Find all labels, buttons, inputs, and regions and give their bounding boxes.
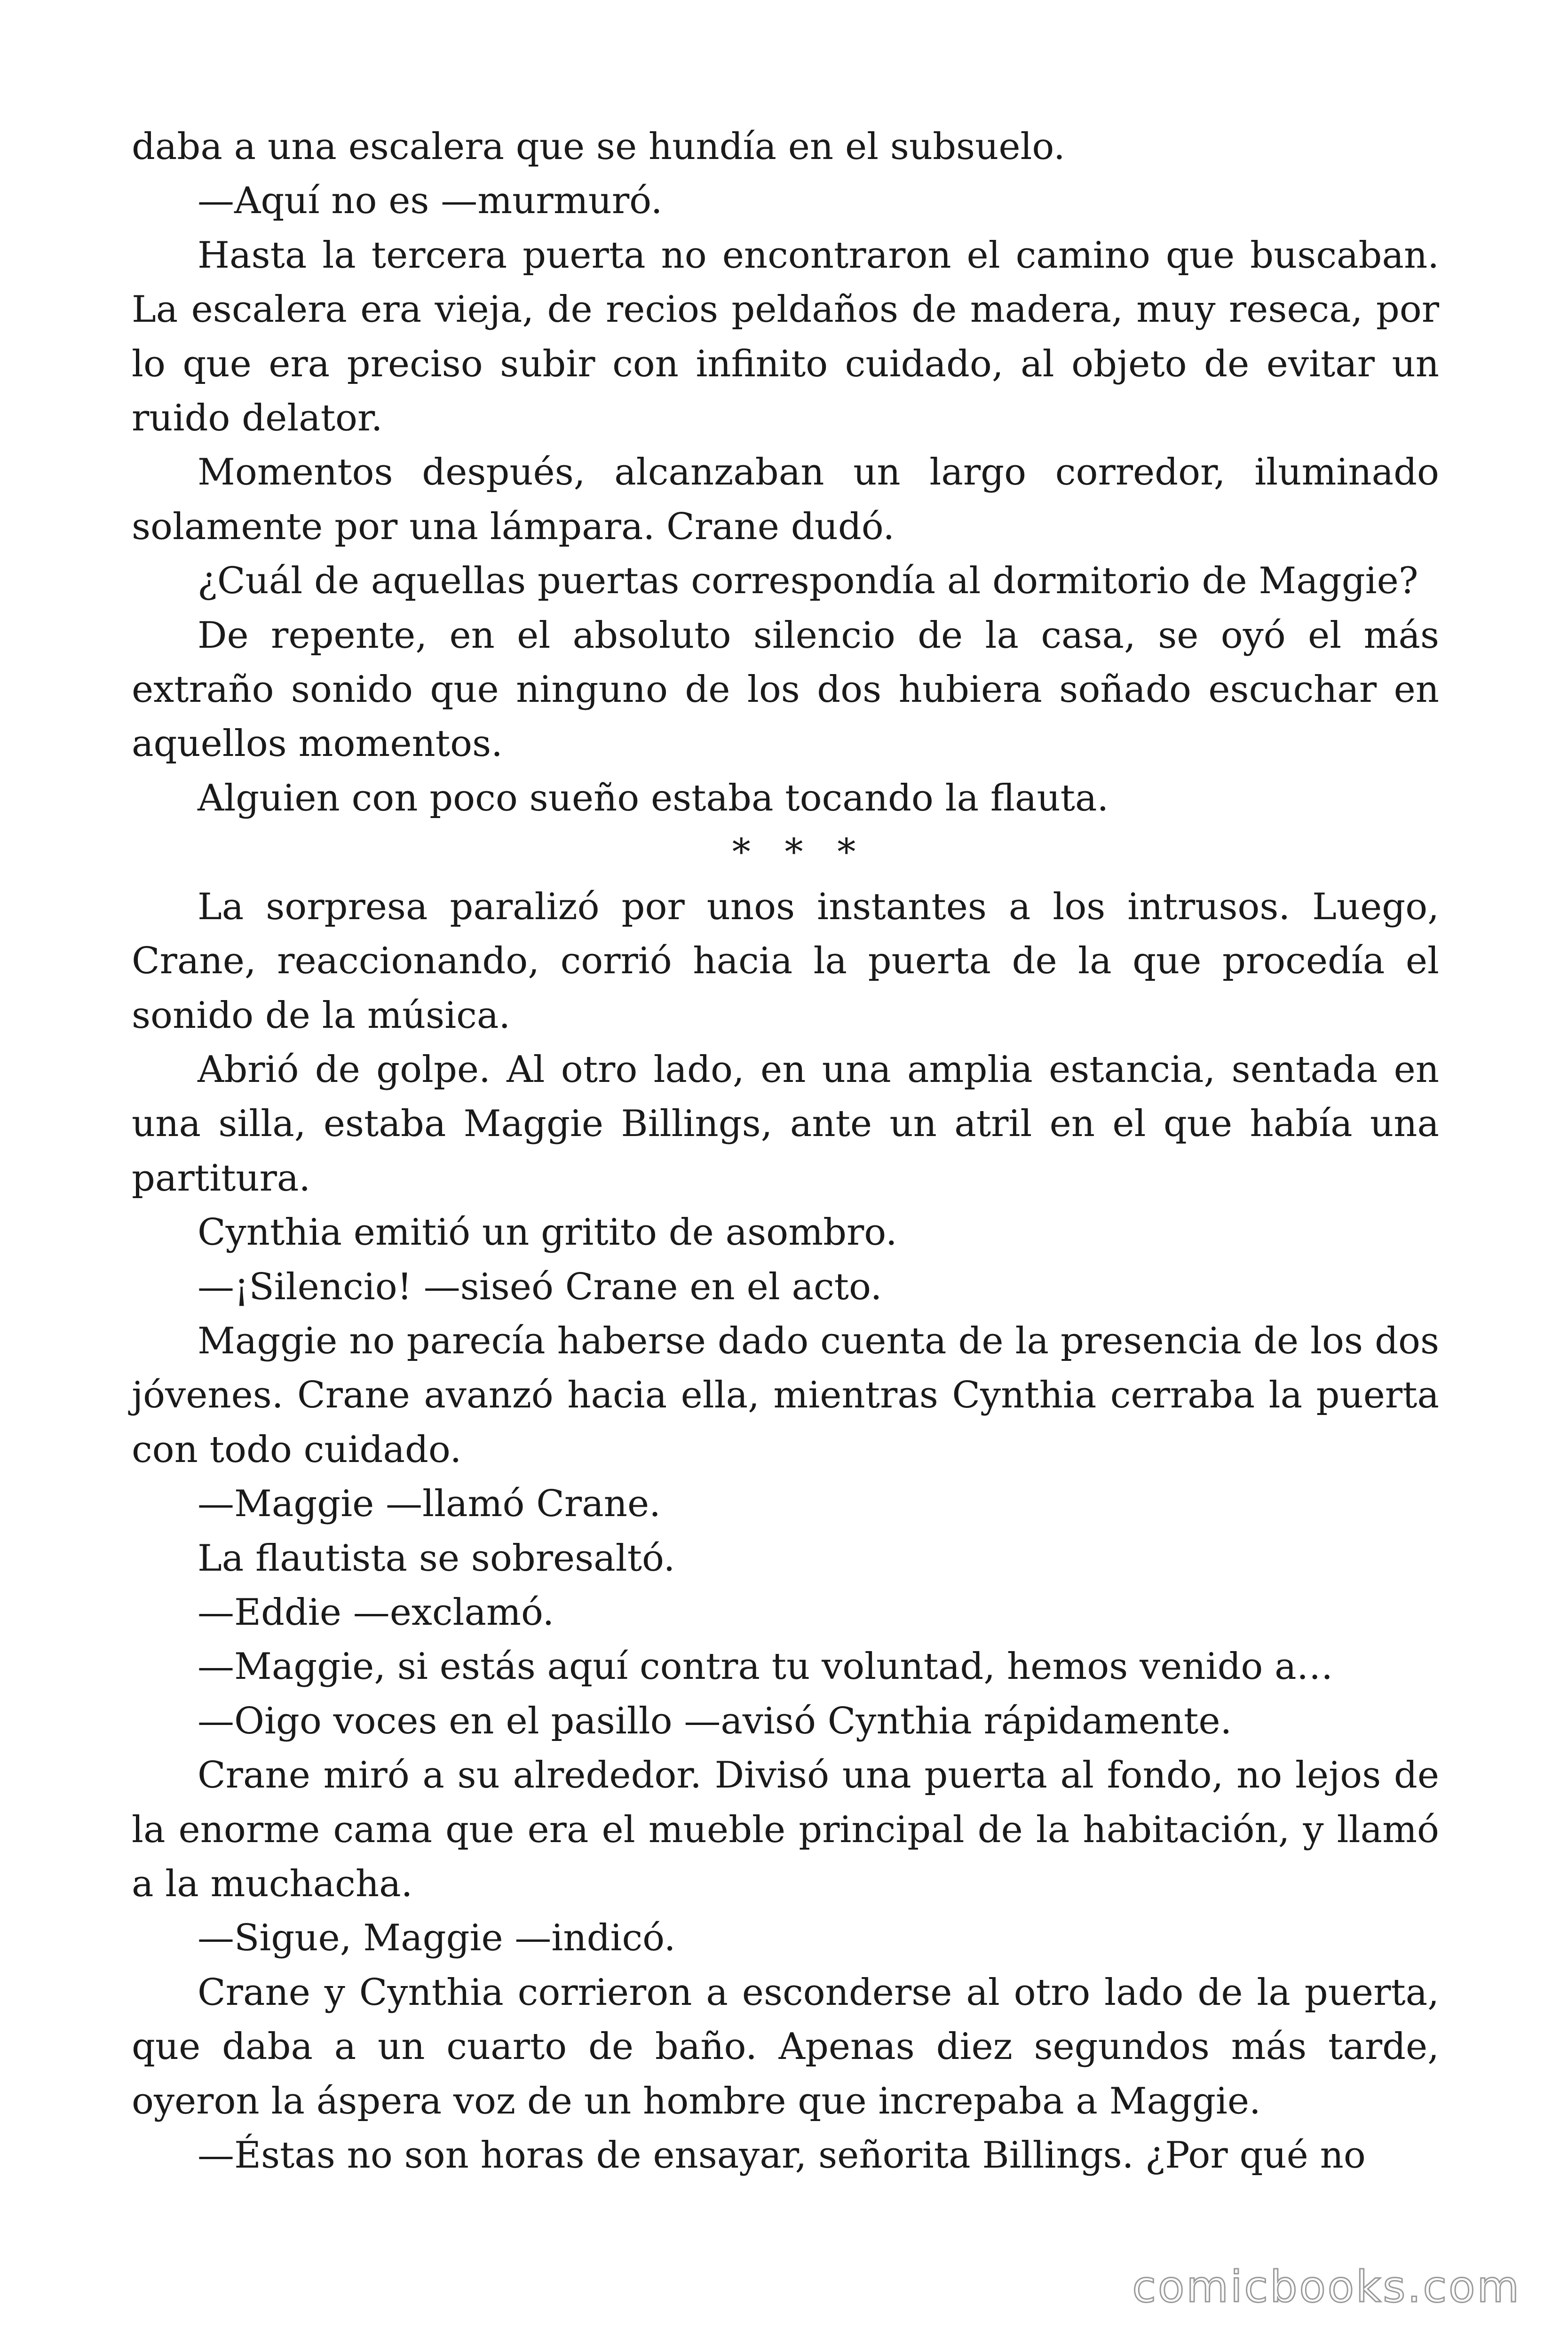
paragraph-8: La sorpresa paralizó por unos instantes a los intrusos. Luego, Crane, reaccionando, corrió hacia la puerta de la que procedía el sonido de la música. <box>132 885 1439 1037</box>
paragraph-9: Abrió de golpe. Al otro lado, en una amplia estancia, sentada en una silla, estaba Maggie Billings, ante un atril en el que había una partitura. <box>132 1048 1439 1200</box>
paragraph-15: —Eddie —exclamó. <box>198 1591 554 1634</box>
paragraph-12: Maggie no parecía haberse dado cuenta de la presencia de los dos jóvenes. Crane avanzó hacia ella, mientras Cynthia cerraba la puerta con todo cuidado. <box>132 1319 1439 1471</box>
paragraph-2: —Aquí no es —murmuró. <box>198 180 663 222</box>
paragraph-21: —Éstas no son horas de ensayar, señorita Billings. ¿Por qué no <box>198 2134 1366 2177</box>
paragraph-14: La flautista se sobresaltó. <box>198 1537 675 1580</box>
paragraph-13: —Maggie —llamó Crane. <box>198 1483 661 1526</box>
section-separator: * * * <box>732 831 867 874</box>
paragraph-18: Crane miró a su alrededor. Divisó una puerta al fondo, no lejos de la enorme cama que era el mueble principal de la habitación, y llamó a la muchacha. <box>132 1754 1439 1905</box>
paragraph-4: Momentos después, alcanzaban un largo corredor, iluminado solamente por una lámpara. Crane dudó. <box>132 451 1439 548</box>
watermark-logo: comicbooks.com <box>1132 2262 1521 2312</box>
paragraph-19: —Sigue, Maggie —indicó. <box>198 1917 676 1960</box>
paragraph-7: Alguien con poco sueño estaba tocando la flauta. <box>198 777 1109 819</box>
paragraph-3: Hasta la tercera puerta no encontraron el camino que buscaban. La escalera era vieja, de recios peldaños de madera, muy reseca, por lo que era preciso subir con infinito cuidado, al objeto de evitar un ruido delator. <box>132 234 1439 440</box>
paragraph-17: —Oigo voces en el pasillo —avisó Cynthia rápidamente. <box>198 1700 1232 1742</box>
paragraph-20: Crane y Cynthia corrieron a esconderse al otro lado de la puerta, que daba a un cuarto de baño. Apenas diez segundos más tarde, oyeron la áspera voz de un hombre que increpaba a Maggie. <box>132 1971 1439 2122</box>
paragraph-10: Cynthia emitió un gritito de asombro. <box>198 1211 897 1254</box>
paragraph-6: De repente, en el absoluto silencio de la casa, se oyó el más extraño sonido que ninguno de los dos hubiera soñado escuchar en aquellos momentos. <box>132 614 1439 765</box>
paragraph-16: —Maggie, si estás aquí contra tu voluntad, hemos venido a… <box>198 1645 1333 1688</box>
paragraph-5: ¿Cuál de aquellas puertas correspondía al dormitorio de Maggie? <box>198 560 1418 603</box>
paragraph-11: —¡Silencio! —siseó Crane en el acto. <box>198 1265 882 1308</box>
page-body <box>132 120 1439 2183</box>
paragraph-1: daba a una escalera que se hundía en el subsuelo. <box>132 126 1065 168</box>
